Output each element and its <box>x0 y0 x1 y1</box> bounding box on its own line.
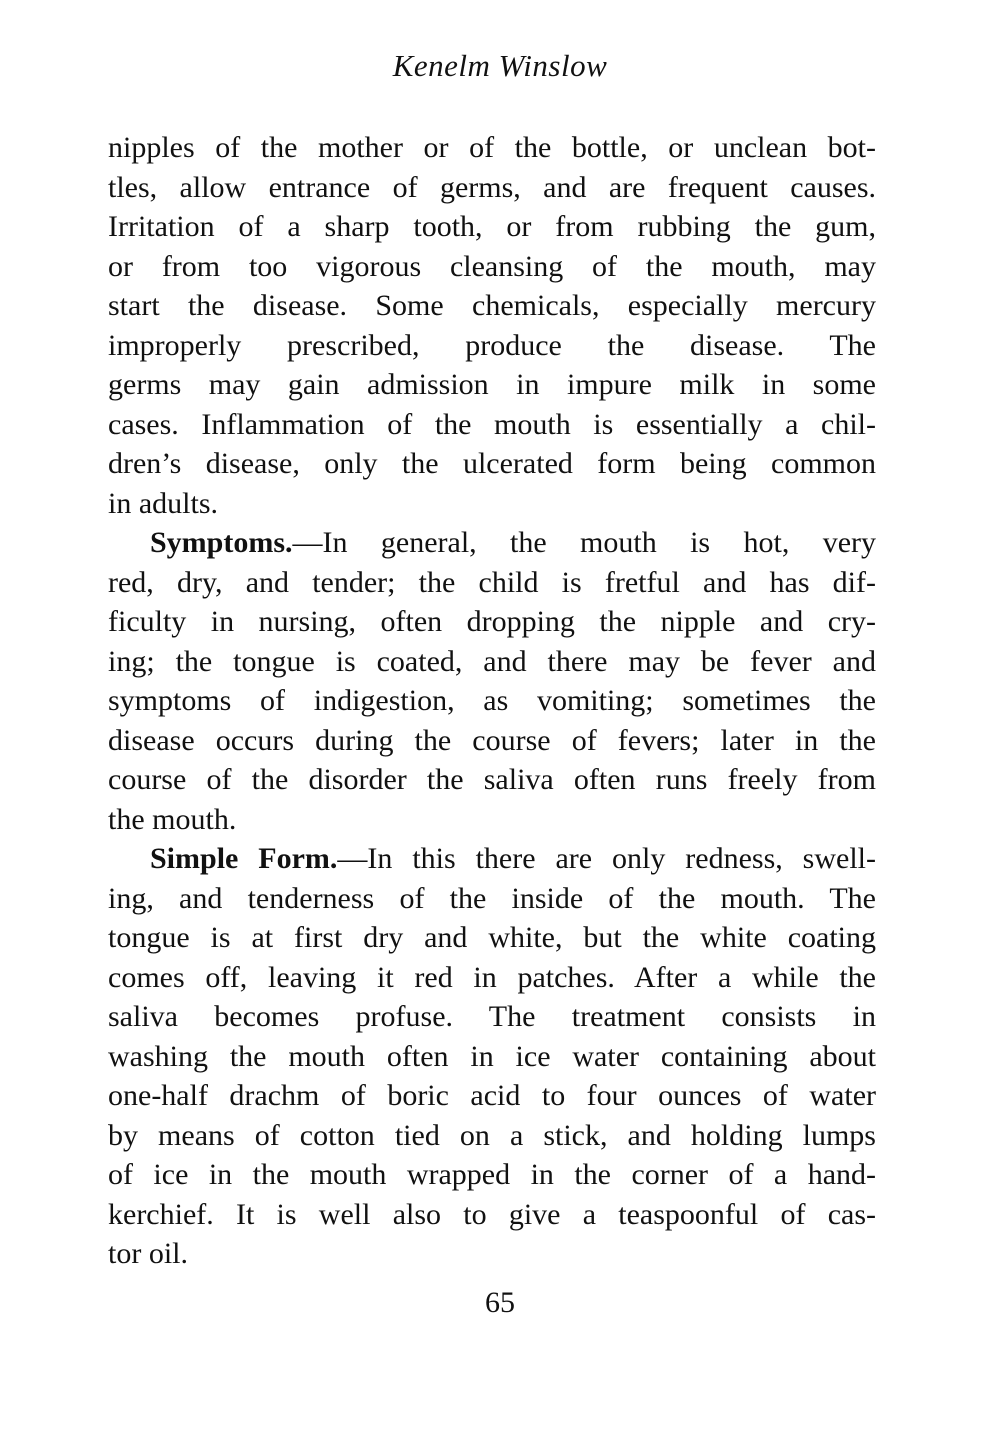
text-line <box>108 326 876 366</box>
line-text: —In general, the mouth is hot, very <box>292 526 876 559</box>
line-text: symptoms of indigestion, as vomiting; sometimes the <box>108 684 876 717</box>
line-text: the mouth. <box>108 802 237 836</box>
section-heading: Simple Form. <box>150 842 338 875</box>
text-line <box>108 997 876 1037</box>
line-text: red, dry, and tender; the child is fretful and has dif- <box>108 565 876 599</box>
text-line <box>108 642 876 682</box>
text-line <box>108 444 876 484</box>
line-text: course of the disorder the saliva often runs freely from <box>108 763 876 796</box>
line-text: tor oil. <box>108 1237 188 1270</box>
text-line <box>108 602 876 642</box>
text-line <box>108 918 876 958</box>
text-line <box>108 168 876 208</box>
text-line <box>108 484 876 524</box>
line-text: one-half drachm of boric acid to four ounces of water <box>108 1079 876 1112</box>
text-line <box>108 839 876 879</box>
line-text: disease occurs during the course of fevers; later in the <box>108 723 876 757</box>
line-text: tongue is at first dry and white, but the white coating <box>108 921 876 954</box>
line-text: saliva becomes profuse. The treatment consists in <box>108 1000 876 1033</box>
line-text: nipples of the mother or of the bottle, or unclean bot- <box>108 131 876 164</box>
line-text: ficulty in nursing, often dropping the nipple and cry- <box>108 605 876 638</box>
line-text: washing the mouth often in ice water containing about <box>108 1039 876 1073</box>
text-line <box>108 405 876 445</box>
line-text: by means of cotton tied on a stick, and holding lumps <box>108 1118 876 1152</box>
line-text: or from too vigorous cleansing of the mouth, may <box>108 249 876 283</box>
section-heading: Symptoms. <box>150 526 293 559</box>
line-text: kerchief. It is well also to give a teaspoonful of cas- <box>108 1197 876 1231</box>
text-line <box>108 523 876 563</box>
text-line <box>108 1155 876 1195</box>
line-text: ing; the tongue is coated, and there may be fever and <box>108 644 876 678</box>
line-text: ing, and tenderness of the inside of the mouth. The <box>108 881 876 915</box>
text-line <box>108 681 876 721</box>
text-line <box>108 247 876 287</box>
line-text: start the disease. Some chemicals, especially mercury <box>108 289 876 322</box>
line-text: —In this there are only redness, swell- <box>337 842 876 875</box>
page-number: 65 <box>485 1286 515 1319</box>
text-line <box>108 800 876 840</box>
text-line <box>108 286 876 326</box>
text-line <box>108 207 876 247</box>
text-line <box>108 879 876 919</box>
text-line <box>108 128 876 168</box>
text-line <box>108 1195 876 1235</box>
line-text: Irritation of a sharp tooth, or from rubbing the gum, <box>108 210 876 243</box>
text-line <box>108 958 876 998</box>
text-line <box>108 1116 876 1156</box>
line-text: of ice in the mouth wrapped in the corner of a hand- <box>108 1158 876 1191</box>
line-text: cases. Inflammation of the mouth is essentially a chil- <box>108 407 876 441</box>
line-text: germs may gain admission in impure milk in some <box>108 368 876 401</box>
line-text: improperly prescribed, produce the disease. The <box>108 328 876 362</box>
text-line <box>108 365 876 405</box>
text-line <box>108 563 876 603</box>
text-line <box>108 721 876 761</box>
running-header: Kenelm Winslow <box>392 48 608 83</box>
text-line <box>108 760 876 800</box>
text-line <box>108 1037 876 1077</box>
line-text: dren’s disease, only the ulcerated form being common <box>108 447 876 480</box>
line-text: comes off, leaving it red in patches. After a while the <box>108 960 876 994</box>
text-line <box>108 1076 876 1116</box>
line-text: in adults. <box>108 486 218 520</box>
body-text <box>108 128 876 1274</box>
line-text: tles, allow entrance of germs, and are frequent causes. <box>108 170 876 204</box>
text-line <box>108 1234 876 1274</box>
